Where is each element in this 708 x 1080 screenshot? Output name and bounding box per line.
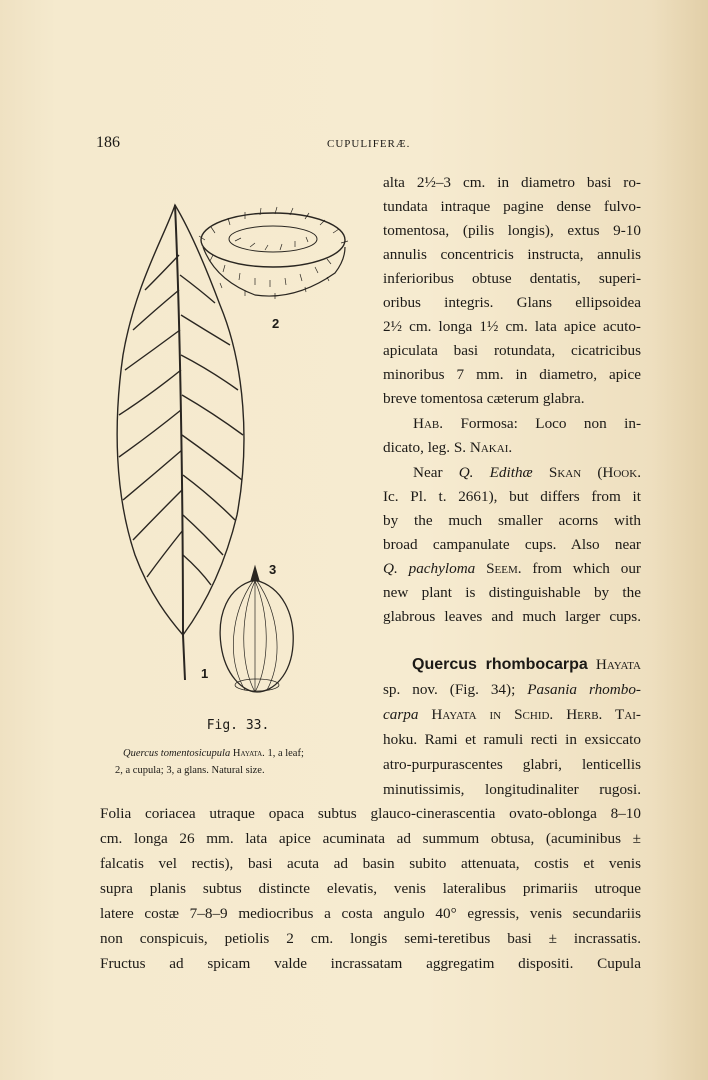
body-line: annulis concentricis instructa, annulis — [383, 246, 641, 263]
caption-text-a: 1, a leaf; — [264, 748, 304, 759]
habitat-text: Formosa: Loco non in- — [460, 415, 642, 432]
habitat-label: Hab. — [413, 415, 444, 432]
body-line: tomentosa, (pilis longis), extus 9-10 — [383, 222, 641, 239]
figure-label: Fig. 33. — [206, 718, 270, 733]
note-line: glabrous leaves and much larger cups. — [383, 608, 641, 625]
body-line: supra planis subtus distincte elevatis, venis lateralibus primariis utroque — [100, 880, 641, 897]
note-author: Skan — [532, 464, 582, 481]
species-line: minutissimis, longitudinaliter rugosi. — [383, 781, 641, 798]
species-text: Hayata in Schid. Herb. Tai- — [418, 706, 641, 723]
habitat-cont — [383, 439, 641, 457]
body-line: 2½ cm. longa 1½ cm. lata apice acuto- — [383, 318, 641, 335]
habitat-line — [413, 415, 641, 433]
part-label-2: 2 — [272, 316, 280, 331]
note-line — [413, 464, 641, 482]
species-text: sp. nov. (Fig. 34); — [383, 681, 528, 698]
species-line: atro-purpurascentes glabri, lenticellis — [383, 756, 641, 773]
body-line: Folia coriacea utraque opaca subtus glauco-cinerascentia ovato-oblonga 8–10 — [100, 805, 641, 822]
body-line: tundata intraque pagine dense fulvo- — [383, 198, 641, 215]
note-line: broad campanulate cups. Also near — [383, 536, 641, 553]
body-line: breve tomentosa cæterum glabra. — [383, 390, 585, 407]
caption-author: Hayata. — [230, 748, 265, 759]
body-line: cm. longa 26 mm. lata apice acuminata ad summum obtusa, (acuminibus ± — [100, 830, 641, 847]
body-line: minoribus 7 mm. in diametro, apice — [383, 366, 641, 383]
body-line: alta 2½–3 cm. in diametro basi ro- — [383, 174, 641, 191]
cupula-drawing — [199, 207, 348, 299]
part-label-3: 3 — [269, 562, 277, 577]
note-line: new plant is distinguishable by the — [383, 584, 641, 601]
running-head: CUPULIFERÆ. — [327, 138, 411, 150]
species-name: Quercus rhombocarpa — [412, 656, 588, 673]
figure-caption-line-2: 2, a cupula; 3, a glans. Natural size. — [115, 765, 265, 776]
synonym: Pasania rhombo- — [527, 681, 641, 698]
note-text: (Hook. — [581, 464, 641, 481]
leaf-drawing — [117, 205, 244, 680]
page-number: 186 — [96, 134, 120, 151]
glans-drawing — [220, 567, 293, 692]
note-author: Seem. — [475, 560, 522, 577]
note-line: Ic. Pl. t. 2661), but differs from it — [383, 488, 641, 505]
note-text: from which our — [521, 560, 641, 577]
body-line: latere costæ 7–8–9 mediocribus a costa angulo 40° egressis, venis secundariis — [100, 905, 641, 922]
species-line — [383, 681, 641, 699]
habitat-cont-text: dicato, leg. S. — [383, 439, 470, 456]
caption-taxon: Quercus tomentosicupula — [123, 748, 231, 759]
synonym: carpa — [383, 706, 419, 723]
note-taxon: Q. Edithæ — [458, 464, 533, 481]
figure-33-illustration — [105, 195, 365, 705]
species-author: Hayata — [587, 656, 641, 673]
body-line: inferioribus obtuse dentatis, superi- — [383, 270, 641, 287]
body-line: Fructus ad spicam valde incrassatam aggregatim dispositi. Cupula — [100, 955, 641, 972]
note-text: Near — [413, 464, 459, 481]
note-line — [383, 560, 641, 578]
figure-caption-line-1 — [123, 746, 304, 762]
part-label-1: 1 — [201, 666, 209, 681]
note-line: by the much smaller acorns with — [383, 512, 641, 529]
note-taxon: Q. pachyloma — [383, 560, 476, 577]
species-line — [383, 706, 641, 724]
body-line: oribus integris. Glans ellipsoidea — [383, 294, 641, 311]
collector-name: Nakai. — [469, 439, 513, 456]
body-line: non conspicuis, petiolis 2 cm. longis semi-teretibus basi ± incrassatis. — [100, 930, 641, 947]
species-heading — [412, 656, 641, 674]
body-line: apiculata basi rotundata, cicatricibus — [383, 342, 641, 359]
body-line: falcatis vel rectis), basi acuta ad basin subito attenuata, costis et venis — [100, 855, 641, 872]
species-line: hoku. Rami et ramuli recti in exsiccato — [383, 731, 641, 748]
